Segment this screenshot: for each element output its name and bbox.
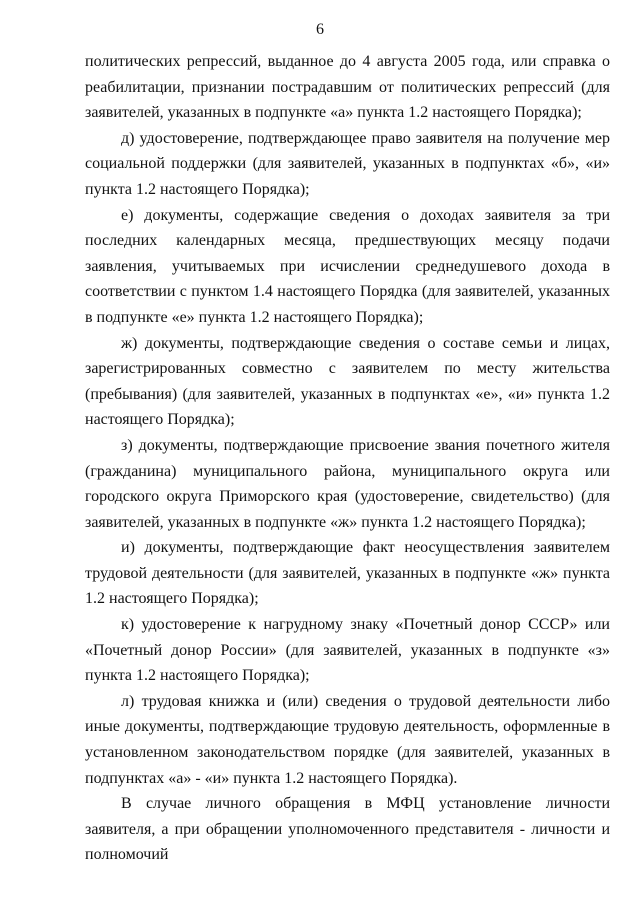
paragraph-item-i: и) документы, подтверждающие факт неосуществления заявителем трудовой деятельности (для заявителей, указанных в подпункте «ж» пункта 1.2 настоящего Порядка); — [85, 539, 610, 608]
page-number: 6 — [316, 21, 324, 38]
paragraph-item-e: е) документы, содержащие сведения о доходах заявителя за три последних календарных месяца, предшествующих месяцу подачи заявления, учитываемых при исчислении среднедушевого дохода в соответствии с пунктом 1.4 настоящего Порядка (для заявителей, указанных в подпункте «е» пункта 1.2 настоящего Порядка); — [85, 206, 610, 326]
paragraph-item-zh: ж) документы, подтверждающие сведения о составе семьи и лицах, зарегистрированных совместно с заявителем по месту жительства (пребывания) (для заявителей, указанных в подпунктах «е», «и» пункта 1.2 настоящего Порядка); — [85, 334, 610, 429]
paragraph-item-z: з) документы, подтверждающие присвоение звания почетного жителя (гражданина) муниципального района, муниципального округа или городского округа Приморского края (удостоверение, свидетельство) (для заявителей, указанных в подпункте «ж» пункта 1.2 настоящего Порядка); — [85, 436, 610, 531]
paragraph-item-k: к) удостоверение к нагрудному знаку «Почетный донор СССР» или «Почетный донор России» (для заявителей, указанных в подпункте «з» пункта 1.2 настоящего Порядка); — [85, 616, 610, 685]
paragraph-continuation: политических репрессий, выданное до 4 августа 2005 года, или справка о реабилитации, признании пострадавшим от политических репрессий (для заявителей, указанных в подпункте «а» пункта 1.2 настоящего Порядка); — [85, 53, 610, 122]
paragraph-item-d: д) удостоверение, подтверждающее право заявителя на получение мер социальной поддержки (для заявителей, указанных в подпунктах «б», «и» пункта 1.2 настоящего Порядка); — [85, 129, 610, 198]
document-body — [85, 49, 610, 868]
paragraph-item-l: л) трудовая книжка и (или) сведения о трудовой деятельности либо иные документы, подтверждающие трудовую деятельность, оформленные в установленном законодательством порядке (для заявителей, указанных в подпунктах «а» - «и» пункта 1.2 настоящего Порядка). — [85, 692, 610, 787]
paragraph-personal-visit: В случае личного обращения в МФЦ установление личности заявителя, а при обращении уполномоченного представителя - личности и полномочий — [85, 795, 610, 864]
